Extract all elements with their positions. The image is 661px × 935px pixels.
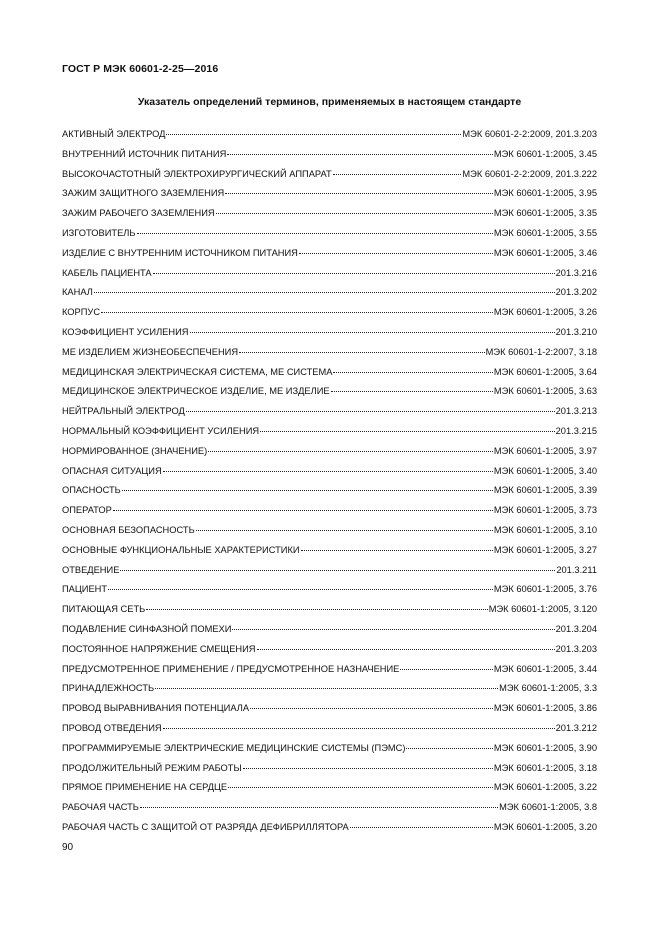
index-entry [62, 798, 597, 818]
dot-leader [163, 727, 555, 729]
entry-term: ПРЯМОЕ ПРИМЕНЕНИЕ НА СЕРДЦЕ [62, 782, 228, 793]
entry-term: ПАЦИЕНТ [62, 584, 108, 595]
index-entry [62, 184, 597, 204]
index-entry [62, 759, 597, 779]
entry-term: ИЗДЕЛИЕ С ВНУТРЕННИМ ИСТОЧНИКОМ ПИТАНИЯ [62, 247, 298, 258]
entry-reference: МЭК 60601-1:2005, 3.64 [493, 366, 597, 377]
entry-term: ЗАЖИМ ЗАЩИТНОГО ЗАЗЕМЛЕНИЯ [62, 188, 225, 199]
entry-reference: 201.3.213 [555, 406, 597, 417]
entry-reference: МЭК 60601-1:2005, 3.73 [493, 505, 597, 516]
dot-leader [239, 351, 485, 353]
dot-leader [108, 588, 493, 590]
document-code: ГОСТ Р МЭК 60601-2-25—2016 [62, 63, 219, 75]
entry-term: ОПАСНОСТЬ [62, 485, 121, 496]
dot-leader [120, 569, 555, 571]
entry-term: КАНАЛ [62, 287, 93, 298]
entry-reference: МЭК 60601-1:2005, 3.46 [493, 247, 597, 258]
dot-leader [260, 430, 555, 432]
entry-reference: МЭК 60601-1:2005, 3.39 [493, 485, 597, 496]
entry-reference: 201.3.211 [556, 564, 597, 575]
dot-leader [155, 687, 498, 689]
entry-reference: МЭК 60601-1:2005, 3.22 [493, 782, 597, 793]
entry-term: ПРИНАДЛЕЖНОСТЬ [62, 683, 155, 694]
index-entry [62, 481, 597, 501]
entry-term: ВЫСОКОЧАСТОТНЫЙ ЭЛЕКТРОХИРУРГИЧЕСКИЙ АППАРАТ [62, 168, 332, 179]
dot-leader [228, 786, 493, 788]
entry-term: ЗАЖИМ РАБОЧЕГО ЗАЗЕМЛЕНИЯ [62, 208, 215, 219]
index-entry [62, 204, 597, 224]
dot-leader [257, 648, 555, 650]
index-entry [62, 165, 597, 185]
dot-leader [163, 470, 493, 472]
entry-term: МЕДИЦИНСКАЯ ЭЛЕКТРИЧЕСКАЯ СИСТЕМА, МЕ СИСТЕМА [62, 366, 333, 377]
entry-reference: МЭК 60601-1:2005, 3.97 [493, 445, 597, 456]
entry-reference: МЭК 60601-1:2005, 3.86 [493, 703, 597, 714]
entry-term: ОПАСНАЯ СИТУАЦИЯ [62, 465, 162, 476]
entry-term: ОСНОВНАЯ БЕЗОПАСНОСТЬ [62, 524, 195, 535]
entry-term: РАБОЧАЯ ЧАСТЬ [62, 802, 139, 813]
index-entry [62, 739, 597, 759]
term-index-list [62, 125, 597, 838]
dot-leader [196, 529, 493, 531]
dot-leader [250, 707, 493, 709]
dot-leader [227, 153, 493, 155]
entry-reference: 201.3.203 [555, 643, 597, 654]
entry-term: КАБЕЛЬ ПАЦИЕНТА [62, 267, 152, 278]
index-entry [62, 125, 597, 145]
index-entry [62, 541, 597, 561]
dot-leader [140, 806, 498, 808]
entry-term: МЕ ИЗДЕЛИЕМ ЖИЗНЕОБЕСПЕЧЕНИЯ [62, 346, 239, 357]
dot-leader [153, 272, 555, 274]
dot-leader [94, 291, 555, 293]
index-entry [62, 323, 597, 343]
entry-reference: МЭК 60601-1:2005, 3.20 [493, 821, 597, 832]
entry-term: ОСНОВНЫЕ ФУНКЦИОНАЛЬНЫЕ ХАРАКТЕРИСТИКИ [62, 544, 300, 555]
index-entry [62, 442, 597, 462]
entry-reference: МЭК 60601-1:2005, 3.55 [493, 227, 597, 238]
dot-leader [331, 390, 493, 392]
entry-reference: 201.3.216 [555, 267, 597, 278]
dot-leader [216, 212, 493, 214]
entry-reference: МЭК 60601-1:2005, 3.27 [493, 544, 597, 555]
index-entry [62, 561, 597, 581]
index-entry [62, 679, 597, 699]
entry-reference: МЭК 60601-1:2005, 3.35 [493, 208, 597, 219]
entry-reference: МЭК 60601-1:2005, 3.45 [493, 148, 597, 159]
entry-term: НОРМИРОВАННОЕ (ЗНАЧЕНИЕ) [62, 445, 208, 456]
entry-reference: МЭК 60601-1:2005, 3.95 [493, 188, 597, 199]
entry-reference: МЭК 60601-2-2:2009, 201.3.222 [462, 168, 597, 179]
index-entry [62, 719, 597, 739]
entry-reference: МЭК 60601-1-2:2007, 3.18 [485, 346, 597, 357]
index-entry [62, 580, 597, 600]
entry-term: МЕДИЦИНСКОЕ ЭЛЕКТРИЧЕСКОЕ ИЗДЕЛИЕ, МЕ ИЗДЕЛИЕ [62, 386, 330, 397]
index-entry [62, 145, 597, 165]
dot-leader [350, 826, 493, 828]
entry-reference: 201.3.202 [555, 287, 597, 298]
entry-term: КОЭФФИЦИЕНТ УСИЛЕНИЯ [62, 326, 189, 337]
dot-leader [166, 133, 461, 135]
entry-reference: МЭК 60601-1:2005, 3.63 [493, 386, 597, 397]
entry-reference: МЭК 60601-1:2005, 3.8 [499, 802, 597, 813]
entry-reference: 201.3.204 [555, 623, 597, 634]
index-entry [62, 224, 597, 244]
index-entry [62, 521, 597, 541]
dot-leader [301, 549, 493, 551]
entry-term: НОРМАЛЬНЫЙ КОЭФФИЦИЕНТ УСИЛЕНИЯ [62, 425, 260, 436]
entry-reference: МЭК 60601-1:2005, 3.44 [493, 663, 597, 674]
index-entry [62, 699, 597, 719]
dot-leader [101, 311, 493, 313]
index-entry [62, 422, 597, 442]
entry-reference: МЭК 60601-1:2005, 3.26 [493, 307, 597, 318]
index-entry [62, 244, 597, 264]
index-entry [62, 462, 597, 482]
index-entry [62, 501, 597, 521]
entry-reference: МЭК 60601-1:2005, 3.76 [493, 584, 597, 595]
index-entry [62, 600, 597, 620]
dot-leader [225, 192, 493, 194]
dot-leader [333, 173, 462, 175]
index-entry [62, 620, 597, 640]
index-entry [62, 660, 597, 680]
entry-reference: МЭК 60601-1:2005, 3.120 [488, 604, 597, 615]
entry-term: ИЗГОТОВИТЕЛЬ [62, 227, 136, 238]
entry-term: ПИТАЮЩАЯ СЕТЬ [62, 604, 146, 615]
entry-reference: МЭК 60601-1:2005, 3.3 [499, 683, 597, 694]
dot-leader [232, 628, 554, 630]
index-title: Указатель определений терминов, применяемых в настоящем стандарте [137, 96, 522, 108]
entry-term: ОПЕРАТОР [62, 505, 112, 516]
dot-leader [190, 331, 555, 333]
entry-reference: МЭК 60601-1:2005, 3.10 [493, 524, 597, 535]
entry-reference: 201.3.210 [555, 326, 597, 337]
index-entry [62, 283, 597, 303]
entry-term: ВНУТРЕННИЙ ИСТОЧНИК ПИТАНИЯ [62, 148, 227, 159]
index-entry [62, 402, 597, 422]
dot-leader [137, 232, 493, 234]
page-number: 90 [62, 842, 74, 853]
entry-term: АКТИВНЫЙ ЭЛЕКТРОД [62, 129, 166, 139]
entry-term: ПОДАВЛЕНИЕ СИНФАЗНОЙ ПОМЕХИ [62, 623, 232, 634]
dot-leader [243, 767, 493, 769]
entry-term: ОТВЕДЕНИЕ [62, 564, 120, 575]
dot-leader [400, 668, 493, 670]
entry-reference: 201.3.212 [555, 722, 597, 733]
dot-leader [299, 252, 493, 254]
entry-term: ПРЕДУСМОТРЕННОЕ ПРИМЕНЕНИЕ / ПРЕДУСМОТРЕННОЕ НАЗНАЧЕНИЕ [62, 663, 400, 674]
entry-term: ПРОДОЛЖИТЕЛЬНЫЙ РЕЖИМ РАБОТЫ [62, 762, 242, 773]
index-entry [62, 818, 597, 838]
index-entry [62, 640, 597, 660]
index-entry [62, 343, 597, 363]
dot-leader [146, 608, 488, 610]
entry-reference: МЭК 60601-1:2005, 3.18 [493, 762, 597, 773]
entry-reference: МЭК 60601-2-2:2009, 201.3.203 [462, 129, 597, 139]
dot-leader [122, 489, 493, 491]
dot-leader [113, 509, 493, 511]
dot-leader [333, 371, 492, 373]
entry-term: ПРОГРАММИРУЕМЫЕ ЭЛЕКТРИЧЕСКИЕ МЕДИЦИНСКИЕ СИСТЕМЫ (ПЭМС) [62, 742, 406, 753]
entry-term: ПРОВОД ОТВЕДЕНИЯ [62, 722, 162, 733]
entry-term: НЕЙТРАЛЬНЫЙ ЭЛЕКТРОД [62, 406, 185, 417]
entry-reference: МЭК 60601-1:2005, 3.40 [493, 465, 597, 476]
index-entry [62, 303, 597, 323]
entry-reference: 201.3.215 [555, 425, 597, 436]
index-entry [62, 382, 597, 402]
index-entry [62, 778, 597, 798]
entry-term: КОРПУС [62, 307, 101, 318]
index-entry [62, 264, 597, 284]
dot-leader [406, 747, 492, 749]
entry-term: ПРОВОД ВЫРАВНИВАНИЯ ПОТЕНЦИАЛА [62, 703, 250, 714]
entry-term: РАБОЧАЯ ЧАСТЬ С ЗАЩИТОЙ ОТ РАЗРЯДА ДЕФИБРИЛЛЯТОРА [62, 821, 349, 832]
index-entry [62, 363, 597, 383]
entry-reference: МЭК 60601-1:2005, 3.90 [493, 742, 597, 753]
dot-leader [208, 450, 493, 452]
entry-term: ПОСТОЯННОЕ НАПРЯЖЕНИЕ СМЕЩЕНИЯ [62, 643, 256, 654]
dot-leader [186, 410, 555, 412]
